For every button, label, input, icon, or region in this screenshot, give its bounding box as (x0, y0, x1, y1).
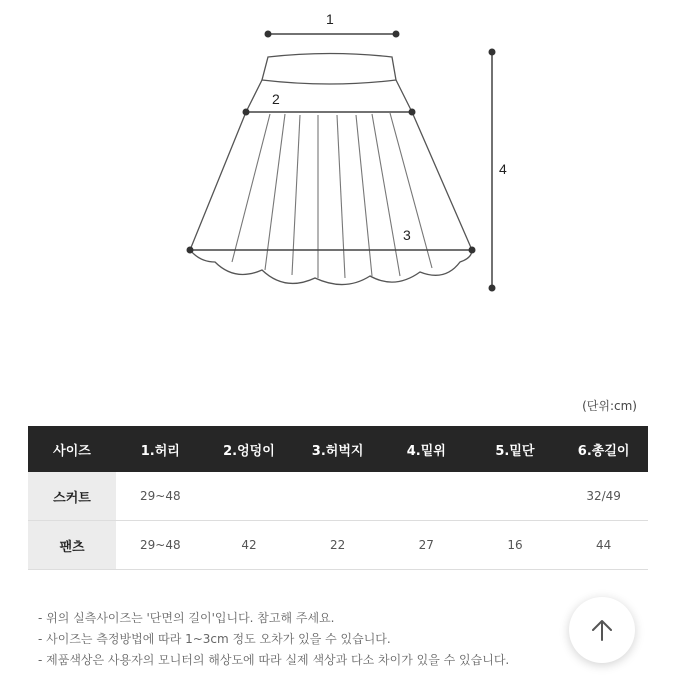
length-measure-dot-bottom (489, 285, 496, 292)
table-cell (471, 472, 560, 521)
unit-label: (단위:cm) (582, 399, 637, 413)
table-header-row (28, 426, 648, 472)
header-thigh: 3.허벅지 (293, 426, 382, 472)
header-waist: 1.허리 (116, 426, 205, 472)
skirt-measurement-diagram (0, 0, 675, 330)
table-cell (293, 472, 382, 521)
table-cell (205, 472, 294, 521)
table-row (28, 521, 648, 570)
header-hem: 5.밑단 (471, 426, 560, 472)
table-cell: 29~48 (116, 521, 205, 570)
table-row (28, 472, 648, 521)
header-hip: 2.엉덩이 (205, 426, 294, 472)
table-cell: 29~48 (116, 472, 205, 521)
table-cell: 27 (382, 521, 471, 570)
diagram-label-4: 4 (499, 161, 507, 177)
note-item: - 제품색상은 사용자의 모니터의 해상도에 따라 실제 색상과 다소 차이가 있을 수 있습니다. (38, 653, 510, 667)
diagram-label-2: 2 (272, 91, 280, 107)
waist-measure-dot-right (393, 31, 400, 38)
table-cell: 42 (205, 521, 294, 570)
skirt-pleats (232, 113, 432, 278)
hem-measure-dot-right (469, 247, 476, 254)
diagram-label-3: 3 (403, 227, 411, 243)
table-cell: 32/49 (559, 472, 648, 521)
header-length: 6.총길이 (559, 426, 648, 472)
size-table (28, 426, 648, 570)
hem-measure-dot-left (187, 247, 194, 254)
hip-measure-dot-left (243, 109, 250, 116)
size-notes (38, 608, 509, 671)
diagram-label-1: 1 (326, 11, 334, 27)
table-cell (382, 472, 471, 521)
waist-measure-dot-left (265, 31, 272, 38)
row-name-skirt: 스커트 (28, 472, 116, 521)
table-cell: 44 (559, 521, 648, 570)
header-size: 사이즈 (28, 426, 116, 472)
table-cell: 16 (471, 521, 560, 570)
row-name-pants: 팬츠 (28, 521, 116, 570)
note-item: - 사이즈는 측정방법에 따라 1~3cm 정도 오차가 있을 수 있습니다. (38, 632, 391, 646)
scroll-top-button[interactable] (569, 597, 635, 663)
hip-measure-dot-right (409, 109, 416, 116)
arrow-up-icon (589, 617, 615, 643)
note-item: - 위의 실측사이즈는 '단면의 길이'입니다. 참고해 주세요. (38, 611, 335, 625)
length-measure-dot-top (489, 49, 496, 56)
header-rise: 4.밑위 (382, 426, 471, 472)
table-cell: 22 (293, 521, 382, 570)
skirt-waistband (262, 54, 396, 85)
skirt-hip-section (246, 80, 412, 112)
